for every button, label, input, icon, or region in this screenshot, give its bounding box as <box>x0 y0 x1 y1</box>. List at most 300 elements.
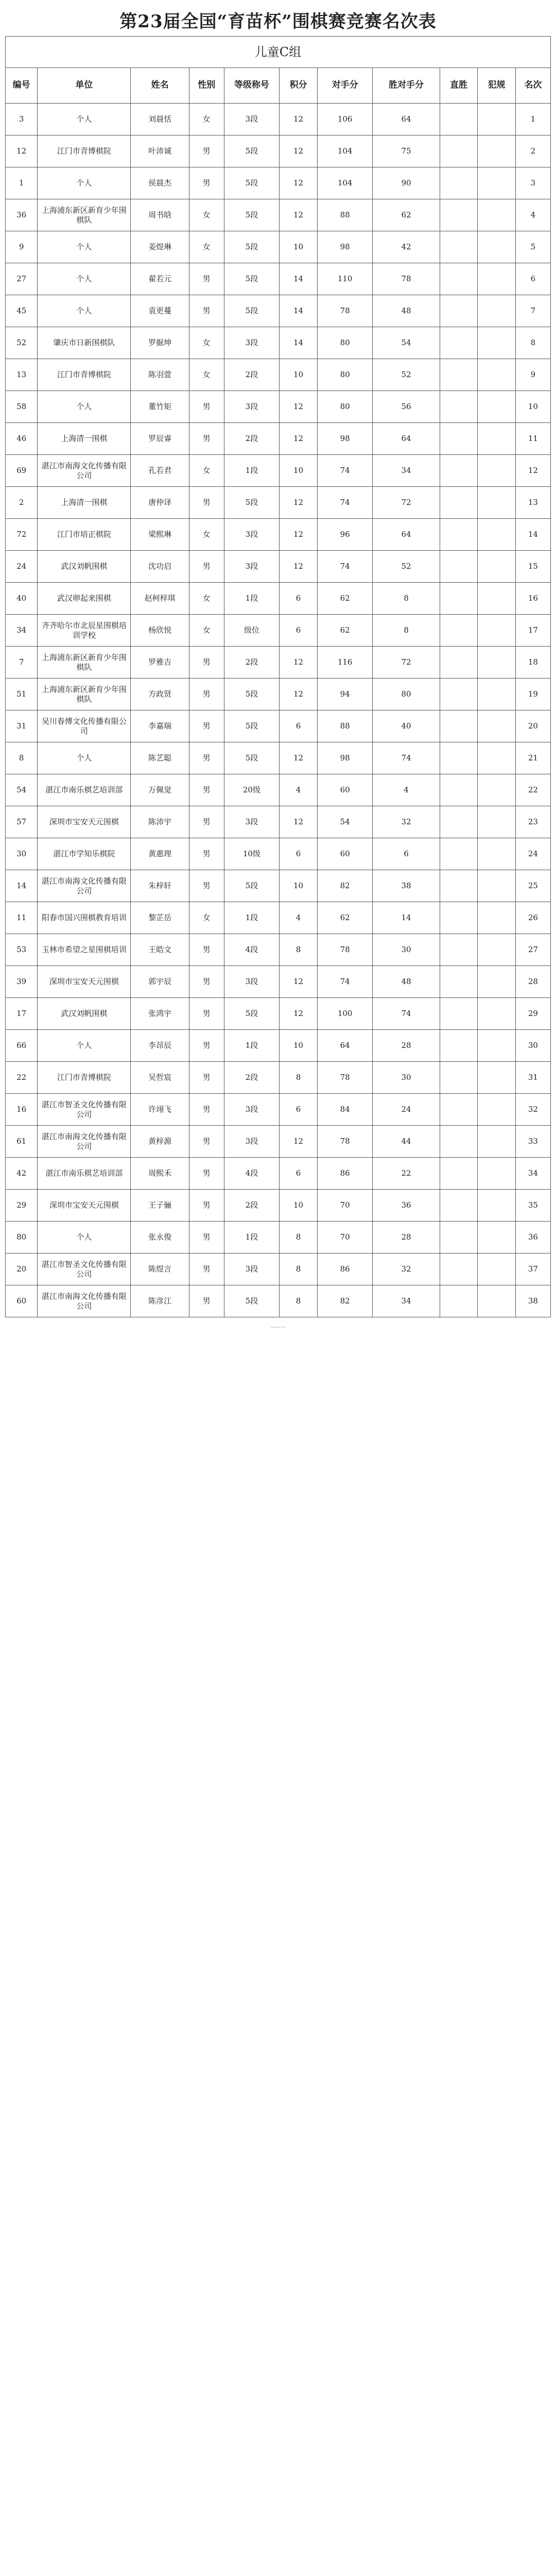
table-cell: 深圳市宝安天元围棋 <box>38 1190 131 1222</box>
table-cell: 72 <box>6 519 38 551</box>
table-cell: 88 <box>317 710 373 742</box>
table-cell: 男 <box>189 710 224 742</box>
table-cell: 个人 <box>38 742 131 774</box>
table-cell <box>478 679 516 710</box>
table-cell: 14 <box>280 263 318 295</box>
table-cell: 12 <box>6 135 38 167</box>
table-cell: 14 <box>373 902 440 934</box>
table-cell: 6 <box>280 615 318 647</box>
table-cell: 36 <box>6 199 38 231</box>
table-cell: 52 <box>6 327 38 359</box>
table-cell: 湛江市南海文化传播有限公司 <box>38 1285 131 1317</box>
table-cell: 86 <box>317 1253 373 1285</box>
table-cell: 22 <box>373 1158 440 1190</box>
table-cell: 75 <box>373 135 440 167</box>
table-cell: 2段 <box>224 1062 280 1094</box>
table-cell: 33 <box>515 1126 550 1158</box>
table-cell: 13 <box>6 359 38 391</box>
table-cell <box>440 615 478 647</box>
table-cell: 男 <box>189 1062 224 1094</box>
table-cell: 5段 <box>224 199 280 231</box>
table-cell: 2段 <box>224 423 280 455</box>
table-cell: 72 <box>373 647 440 679</box>
table-cell: 8 <box>373 615 440 647</box>
table-cell <box>478 1158 516 1190</box>
table-cell <box>478 104 516 135</box>
table-cell: 28 <box>373 1030 440 1062</box>
table-cell <box>478 902 516 934</box>
table-cell: 刘晨恬 <box>131 104 189 135</box>
table-cell: 肇庆市日新围棋队 <box>38 327 131 359</box>
table-cell: 万佩觉 <box>131 774 189 806</box>
table-row <box>6 806 551 838</box>
table-row <box>6 455 551 487</box>
table-cell: 54 <box>317 806 373 838</box>
column-header: 编号 <box>6 68 38 104</box>
table-cell: 女 <box>189 359 224 391</box>
table-cell: 22 <box>6 1062 38 1094</box>
table-cell <box>478 135 516 167</box>
table-cell: 罗雅吉 <box>131 647 189 679</box>
table-cell: 64 <box>373 519 440 551</box>
table-cell: 赵柯梓琪 <box>131 583 189 615</box>
table-cell: 30 <box>6 838 38 870</box>
table-cell: 王子骊 <box>131 1190 189 1222</box>
table-row <box>6 1222 551 1253</box>
table-cell: 6 <box>280 710 318 742</box>
table-cell <box>478 199 516 231</box>
table-cell: 82 <box>317 1285 373 1317</box>
table-cell <box>478 774 516 806</box>
table-cell: 11 <box>515 423 550 455</box>
table-cell: 42 <box>6 1158 38 1190</box>
table-cell: 梁熙琳 <box>131 519 189 551</box>
table-cell: 唐仲译 <box>131 487 189 519</box>
table-cell: 12 <box>280 647 318 679</box>
table-cell: 江门市培正棋院 <box>38 519 131 551</box>
table-cell <box>440 359 478 391</box>
table-cell: 3段 <box>224 327 280 359</box>
table-cell: 5段 <box>224 1285 280 1317</box>
table-cell: 王皓文 <box>131 934 189 966</box>
table-cell: 12 <box>515 455 550 487</box>
table-cell: 女 <box>189 327 224 359</box>
table-cell: 个人 <box>38 391 131 423</box>
table-cell: 8 <box>6 742 38 774</box>
table-cell: 玉林市希望之星围棋培训 <box>38 934 131 966</box>
table-cell: 27 <box>6 263 38 295</box>
table-row <box>6 1094 551 1126</box>
table-cell: 62 <box>317 615 373 647</box>
table-cell <box>440 1253 478 1285</box>
table-cell <box>478 647 516 679</box>
table-cell: 1段 <box>224 455 280 487</box>
table-cell: 13 <box>515 487 550 519</box>
table-cell: 湛江市南海文化传播有限公司 <box>38 1126 131 1158</box>
table-cell: 10 <box>280 1190 318 1222</box>
table-cell: 28 <box>515 966 550 998</box>
table-cell: 6 <box>280 1158 318 1190</box>
table-cell <box>478 423 516 455</box>
table-cell: 3段 <box>224 1094 280 1126</box>
table-cell: 10 <box>280 1030 318 1062</box>
table-cell: 26 <box>515 902 550 934</box>
table-cell: 5段 <box>224 710 280 742</box>
table-cell <box>440 806 478 838</box>
table-cell: 姜煜琳 <box>131 231 189 263</box>
table-row <box>6 1190 551 1222</box>
table-row <box>6 870 551 902</box>
table-cell: 3段 <box>224 551 280 583</box>
table-cell: 男 <box>189 647 224 679</box>
table-cell: 80 <box>317 359 373 391</box>
table-cell: 李昂辰 <box>131 1030 189 1062</box>
table-cell: 6 <box>280 583 318 615</box>
table-cell: 96 <box>317 519 373 551</box>
table-cell: 78 <box>317 1062 373 1094</box>
table-cell: 女 <box>189 104 224 135</box>
table-cell: 郭宇辰 <box>131 966 189 998</box>
table-cell: 78 <box>373 263 440 295</box>
table-cell: 5段 <box>224 135 280 167</box>
table-cell <box>440 647 478 679</box>
table-cell: 3段 <box>224 966 280 998</box>
table-row <box>6 902 551 934</box>
table-cell: 上海浦东新区新育少年围棋队 <box>38 199 131 231</box>
table-cell: 30 <box>515 1030 550 1062</box>
table-row <box>6 167 551 199</box>
table-cell <box>440 295 478 327</box>
table-cell: 17 <box>515 615 550 647</box>
table-cell: 23 <box>515 806 550 838</box>
table-cell <box>440 679 478 710</box>
table-cell: 3段 <box>224 1253 280 1285</box>
table-cell <box>478 1030 516 1062</box>
results-table <box>5 36 551 1317</box>
table-cell: 上海浦东新区新育少年围棋队 <box>38 647 131 679</box>
table-cell: 个人 <box>38 1222 131 1253</box>
table-cell <box>478 838 516 870</box>
table-cell <box>440 327 478 359</box>
table-cell: 6 <box>280 838 318 870</box>
table-cell: 74 <box>317 455 373 487</box>
table-cell: 30 <box>373 934 440 966</box>
table-row <box>6 359 551 391</box>
table-cell: 武汉刘帆围棋 <box>38 998 131 1030</box>
table-cell: 上海清一围棋 <box>38 423 131 455</box>
table-cell <box>478 551 516 583</box>
table-cell: 80 <box>317 327 373 359</box>
table-cell: 男 <box>189 774 224 806</box>
table-cell <box>440 902 478 934</box>
table-cell: 男 <box>189 1126 224 1158</box>
table-cell <box>478 1126 516 1158</box>
table-cell: 14 <box>280 295 318 327</box>
table-cell <box>478 1094 516 1126</box>
table-cell: 男 <box>189 934 224 966</box>
column-header: 名次 <box>515 68 550 104</box>
table-cell: 40 <box>373 710 440 742</box>
table-cell: 48 <box>373 295 440 327</box>
table-cell: 江门市青博棋院 <box>38 359 131 391</box>
table-cell <box>440 838 478 870</box>
table-row <box>6 391 551 423</box>
table-cell: 34 <box>515 1158 550 1190</box>
table-cell: 叶沛诚 <box>131 135 189 167</box>
table-cell <box>478 1222 516 1253</box>
table-cell: 8 <box>280 1222 318 1253</box>
table-cell: 黄惠理 <box>131 838 189 870</box>
table-cell: 2段 <box>224 1190 280 1222</box>
table-cell: 53 <box>6 934 38 966</box>
table-cell: 男 <box>189 838 224 870</box>
table-cell: 62 <box>317 583 373 615</box>
table-cell <box>440 263 478 295</box>
table-cell <box>478 615 516 647</box>
table-cell <box>440 1190 478 1222</box>
table-cell <box>478 327 516 359</box>
table-cell: 湛江市学知乐棋院 <box>38 838 131 870</box>
table-cell: 8 <box>280 1062 318 1094</box>
table-cell: 女 <box>189 583 224 615</box>
table-cell: 男 <box>189 1030 224 1062</box>
table-cell: 12 <box>280 551 318 583</box>
table-row <box>6 199 551 231</box>
table-cell: 江门市青博棋院 <box>38 1062 131 1094</box>
table-cell: 46 <box>6 423 38 455</box>
table-cell: 1 <box>515 104 550 135</box>
table-cell: 武汉卵起来围棋 <box>38 583 131 615</box>
table-cell: 12 <box>280 487 318 519</box>
table-cell: 78 <box>317 295 373 327</box>
table-cell: 16 <box>515 583 550 615</box>
table-cell <box>440 455 478 487</box>
table-cell: 8 <box>280 1285 318 1317</box>
table-cell: 李嘉瑞 <box>131 710 189 742</box>
table-cell: 27 <box>515 934 550 966</box>
table-cell: 32 <box>373 806 440 838</box>
table-cell: 64 <box>317 1030 373 1062</box>
table-cell <box>440 423 478 455</box>
table-cell: 70 <box>317 1190 373 1222</box>
table-cell <box>478 167 516 199</box>
table-cell <box>440 104 478 135</box>
table-cell: 周熙禾 <box>131 1158 189 1190</box>
table-cell: 12 <box>280 167 318 199</box>
table-row <box>6 615 551 647</box>
table-cell: 45 <box>6 295 38 327</box>
table-cell: 80 <box>373 679 440 710</box>
table-cell: 32 <box>515 1094 550 1126</box>
table-cell <box>478 391 516 423</box>
table-cell: 陈煜言 <box>131 1253 189 1285</box>
table-cell: 52 <box>373 359 440 391</box>
table-cell: 陈沛宇 <box>131 806 189 838</box>
table-cell <box>440 1126 478 1158</box>
table-cell: 男 <box>189 551 224 583</box>
table-cell: 袁更蔓 <box>131 295 189 327</box>
table-cell: 1 <box>6 167 38 199</box>
table-cell: 40 <box>6 583 38 615</box>
table-cell: 12 <box>280 1126 318 1158</box>
table-cell: 张鸿宇 <box>131 998 189 1030</box>
table-cell: 黎芷岳 <box>131 902 189 934</box>
table-cell: 级位 <box>224 615 280 647</box>
table-cell: 3段 <box>224 1126 280 1158</box>
table-cell: 24 <box>373 1094 440 1126</box>
table-cell: 男 <box>189 870 224 902</box>
table-cell: 个人 <box>38 263 131 295</box>
table-cell <box>440 167 478 199</box>
table-cell: 个人 <box>38 1030 131 1062</box>
table-cell <box>440 742 478 774</box>
table-cell: 86 <box>317 1158 373 1190</box>
table-cell: 陈羽萱 <box>131 359 189 391</box>
table-cell: 10 <box>280 231 318 263</box>
table-cell <box>478 870 516 902</box>
table-cell: 孔若君 <box>131 455 189 487</box>
table-cell: 78 <box>317 1126 373 1158</box>
table-cell: 17 <box>6 998 38 1030</box>
table-cell: 女 <box>189 519 224 551</box>
table-cell: 74 <box>317 966 373 998</box>
table-cell: 116 <box>317 647 373 679</box>
table-cell <box>478 1190 516 1222</box>
table-cell: 20 <box>6 1253 38 1285</box>
table-cell: 38 <box>373 870 440 902</box>
table-cell: 12 <box>280 199 318 231</box>
table-cell <box>440 199 478 231</box>
table-row <box>6 104 551 135</box>
table-cell: 34 <box>373 455 440 487</box>
table-cell: 35 <box>515 1190 550 1222</box>
table-cell: 14 <box>515 519 550 551</box>
table-cell: 57 <box>6 806 38 838</box>
table-cell: 杨欣悦 <box>131 615 189 647</box>
table-row <box>6 231 551 263</box>
table-cell: 女 <box>189 902 224 934</box>
table-cell: 男 <box>189 966 224 998</box>
table-cell: 湛江市南海文化传播有限公司 <box>38 455 131 487</box>
table-cell: 84 <box>317 1094 373 1126</box>
table-cell: 3段 <box>224 519 280 551</box>
table-cell <box>478 1253 516 1285</box>
table-cell: 98 <box>317 742 373 774</box>
table-cell: 4 <box>280 902 318 934</box>
table-cell: 12 <box>280 679 318 710</box>
table-row <box>6 519 551 551</box>
table-cell <box>440 1158 478 1190</box>
table-cell: 湛江市南乐棋艺培训部 <box>38 1158 131 1190</box>
table-cell <box>440 1030 478 1062</box>
table-cell: 4段 <box>224 934 280 966</box>
table-cell: 男 <box>189 1158 224 1190</box>
table-cell <box>440 998 478 1030</box>
table-cell <box>440 391 478 423</box>
table-cell: 湛江市智圣文化传播有限公司 <box>38 1094 131 1126</box>
table-cell: 男 <box>189 1094 224 1126</box>
table-cell: 吴川春博文化传播有限公司 <box>38 710 131 742</box>
group-label: 儿童C组 <box>6 37 551 68</box>
table-cell: 阳春市国兴围棋教育培训 <box>38 902 131 934</box>
table-row <box>6 551 551 583</box>
table-cell: 男 <box>189 487 224 519</box>
table-cell: 30 <box>373 1062 440 1094</box>
table-cell <box>478 966 516 998</box>
table-cell <box>478 583 516 615</box>
table-cell: 12 <box>280 998 318 1030</box>
table-cell: 22 <box>515 774 550 806</box>
table-cell: 4 <box>515 199 550 231</box>
table-cell: 女 <box>189 615 224 647</box>
table-cell: 9 <box>515 359 550 391</box>
table-cell: 5段 <box>224 167 280 199</box>
table-cell: 5段 <box>224 263 280 295</box>
table-cell: 36 <box>373 1190 440 1222</box>
table-cell: 64 <box>373 104 440 135</box>
table-cell: 7 <box>515 295 550 327</box>
table-cell <box>478 487 516 519</box>
table-cell: 罗辰睿 <box>131 423 189 455</box>
table-cell: 39 <box>6 966 38 998</box>
table-cell: 董竹矩 <box>131 391 189 423</box>
table-cell: 62 <box>317 902 373 934</box>
table-cell <box>440 583 478 615</box>
table-row <box>6 1253 551 1285</box>
table-cell: 104 <box>317 167 373 199</box>
table-cell: 2段 <box>224 359 280 391</box>
table-cell: 方政贤 <box>131 679 189 710</box>
table-cell <box>478 263 516 295</box>
table-cell <box>440 551 478 583</box>
table-cell <box>478 519 516 551</box>
table-cell: 男 <box>189 679 224 710</box>
column-header: 单位 <box>38 68 131 104</box>
table-cell: 12 <box>280 806 318 838</box>
table-cell: 2段 <box>224 647 280 679</box>
table-cell: 12 <box>280 391 318 423</box>
table-cell: 34 <box>373 1285 440 1317</box>
table-cell: 个人 <box>38 295 131 327</box>
table-cell: 66 <box>6 1030 38 1062</box>
column-header: 姓名 <box>131 68 189 104</box>
table-cell <box>440 934 478 966</box>
table-cell: 5段 <box>224 679 280 710</box>
table-cell <box>440 966 478 998</box>
table-cell <box>440 1094 478 1126</box>
table-cell: 周书晗 <box>131 199 189 231</box>
page-title: 第23届全国“育苗杯”围棋赛竞赛名次表 <box>119 11 437 32</box>
truncation-note: …… <box>271 1321 285 1330</box>
table-cell: 29 <box>6 1190 38 1222</box>
table-row <box>6 487 551 519</box>
table-cell <box>440 519 478 551</box>
table-cell <box>440 1222 478 1253</box>
table-cell: 20级 <box>224 774 280 806</box>
table-cell: 1段 <box>224 1222 280 1253</box>
table-cell: 98 <box>317 231 373 263</box>
table-cell <box>478 1062 516 1094</box>
table-cell: 深圳市宝安天元围棋 <box>38 966 131 998</box>
table-cell: 16 <box>6 1094 38 1126</box>
table-cell: 3 <box>6 104 38 135</box>
table-cell: 56 <box>373 391 440 423</box>
table-cell: 32 <box>373 1253 440 1285</box>
table-cell: 男 <box>189 806 224 838</box>
table-cell: 齐齐哈尔市北辰星围棋培训学校 <box>38 615 131 647</box>
table-cell: 男 <box>189 391 224 423</box>
table-row <box>6 679 551 710</box>
